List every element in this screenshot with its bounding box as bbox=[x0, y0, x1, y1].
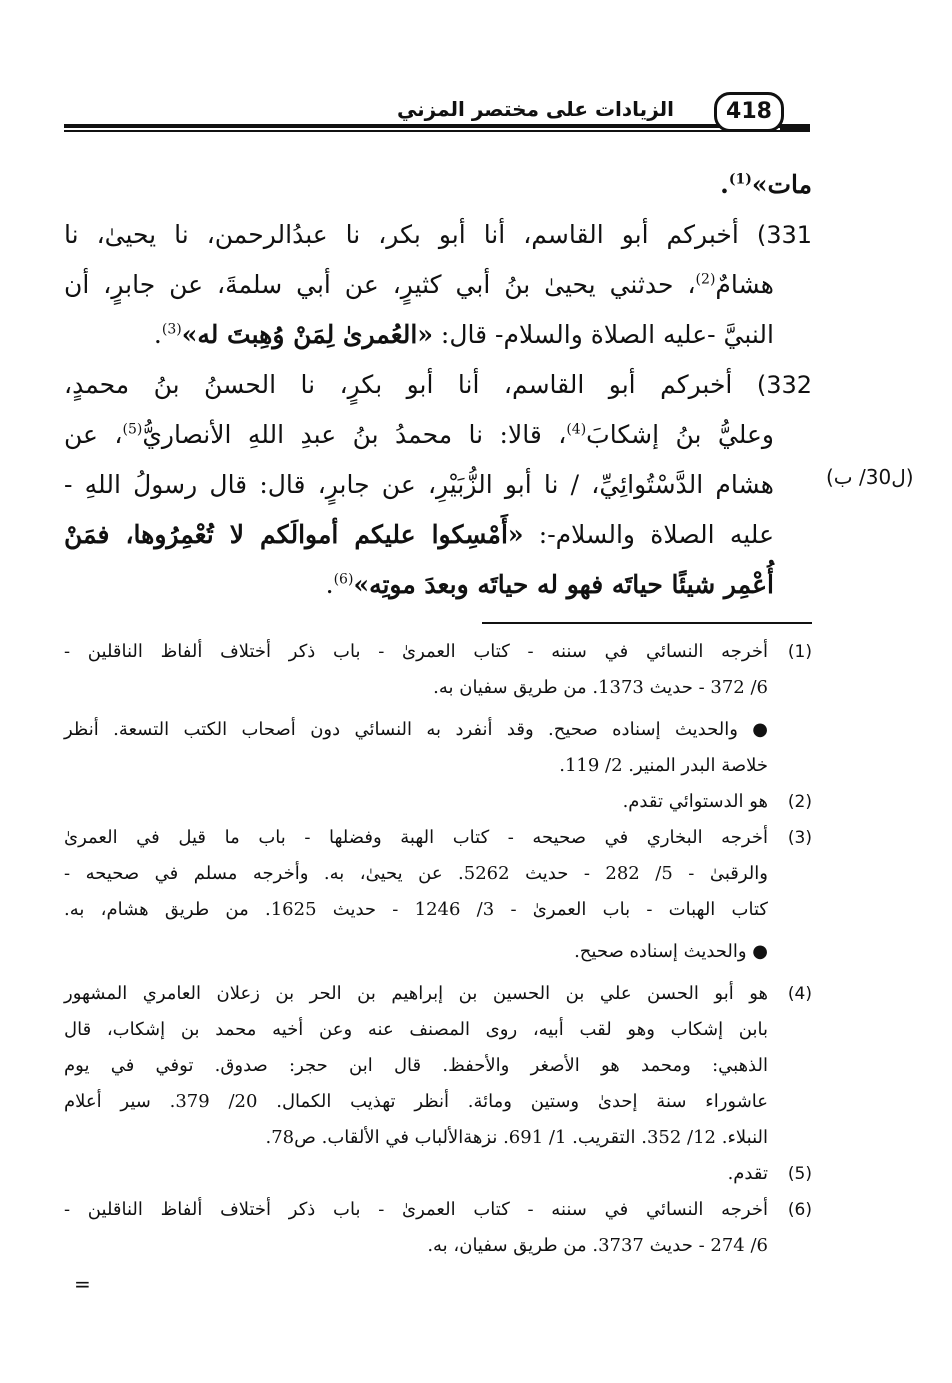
footnote-line: 6/ 372 - حديث 1373. من طريق سفيان به. bbox=[433, 677, 768, 698]
footnote-number: (6) bbox=[787, 1200, 812, 1220]
manuscript-folio-note: (ل30/ ب) bbox=[826, 465, 914, 489]
footnote-line: ● والحديث إسناده صحيح. bbox=[574, 941, 768, 962]
main-text bbox=[64, 160, 812, 610]
footnotes bbox=[64, 634, 812, 1264]
footnote-6: (6)أخرجه النسائي في سننه - كتاب العمرىٰ - باب ذكر أختلاف ألفاظ الناقلين - bbox=[64, 1192, 812, 1228]
footnote-separator bbox=[482, 622, 812, 624]
text-line: مات»$^{(1)}$. bbox=[720, 170, 812, 199]
footnote-line: خلاصة البدر المنير. 2/ 119. bbox=[559, 755, 768, 776]
footnote-number: (4) bbox=[787, 984, 812, 1004]
hadith-number: 331) bbox=[756, 221, 812, 249]
hadith-332-line-3: هشام الدَّسْتُوائِيِّ، / نا أبو الزُّبَيْرِ، عن جابرٍ، قال: قال رسولُ اللهِ - bbox=[64, 470, 774, 499]
hadith-332-line-5: أُعْمِر شيئًا حياتَه فهو له حياتَه وبعدَ موتِه»$^{(6)}$. bbox=[325, 570, 774, 599]
page-number: 418 bbox=[714, 92, 784, 132]
footnote-number: (1) bbox=[787, 642, 812, 662]
hadith-331-line-1: 331) أخبركم أبو القاسم، أنا أبو بكر، نا عبدُالرحمن، نا يحيىٰ، نا bbox=[64, 220, 812, 249]
footnote-line: والرقبىٰ - 5/ 282 - حديث 5262. عن يحيىٰ، به. وأخرجه مسلم في صحيحه - bbox=[64, 863, 768, 884]
footnote-line: ● والحديث إسناده صحيح. وقد أنفرد به النسائي دون أصحاب الكتب التسعة. أنظر bbox=[64, 719, 768, 740]
footnote-number: (2) bbox=[787, 792, 812, 812]
footnote-5: (5)تقدم. bbox=[64, 1156, 812, 1192]
footnote-line: عاشوراء سنة إحدىٰ وستين ومائة. أنظر تهذيب الكمال. 20/ 379. سير أعلام bbox=[64, 1091, 768, 1112]
footnote-2: (2)هو الدستوائي تقدم. bbox=[64, 784, 812, 820]
hadith-332-line-1: 332) أخبركم أبو القاسم، أنا أبو بكرٍ، نا الحسنُ بنُ محمدٍ، bbox=[64, 370, 812, 399]
header-rule-thin bbox=[64, 130, 810, 132]
footnote-line: 6/ 274 - حديث 3737. من طريق سفيان، به. bbox=[427, 1235, 768, 1256]
footnote-line: النبلاء. 12/ 352. التقريب. 1/ 691. نزهةالألباب في الألقاب. ص78. bbox=[265, 1127, 768, 1148]
hadith-331-line-3: النبيَّ -عليه الصلاة والسلام- قال: «العُمرىٰ لِمَنْ وُهِبتَ له»$^{(3)}$. bbox=[153, 320, 774, 349]
running-header bbox=[64, 96, 810, 136]
footnote-3: (3)أخرجه البخاري في صحيحه - كتاب الهبة وفضلها - باب ما قيل في العمرىٰ bbox=[64, 820, 812, 856]
footnote-number: (3) bbox=[787, 828, 812, 848]
footnote-line: كتاب الهبات - باب العمرىٰ - 3/ 1246 - حديث 1625. من طريق هشام، به. bbox=[64, 899, 768, 920]
footnote-line: الذهبي: ومحمد هو الأصغر والأحفظ. قال ابن حجر: صدوق. توفي في يوم bbox=[64, 1055, 768, 1076]
page-number-hook bbox=[780, 118, 810, 132]
hadith-332-line-4: عليه الصلاة والسلام-: «أَمْسِكوا عليكم أموالَكم لا تُعْمِرُوها، فمَنْ bbox=[64, 520, 774, 549]
footnote-4: (4)هو أبو الحسن علي بن الحسين بن إبراهيم بن الحر بن زعلان العامري المشهور bbox=[64, 976, 812, 1012]
hadith-number: 332) bbox=[756, 371, 812, 399]
hadith-331-line-2: هشامٌ$^{(2)}$، حدثني يحيىٰ بنُ أبي كثيرٍ، عن أبي سلمةَ، عن جابرٍ، أن bbox=[64, 270, 774, 299]
book-title: الزيادات على مختصر المزني bbox=[391, 96, 680, 122]
hadith-332-line-2: وعليُّ بنُ إشكابَ$^{(4)}$، قالا: نا محمدُ بنُ عبدِ اللهِ الأنصاريُّ$^{(5)}$، عن bbox=[64, 420, 774, 449]
footnote-number: (5) bbox=[787, 1164, 812, 1184]
footnote-line: بابن إشكاب وهو لقب أبيه، روى المصنف عنه وعن أخيه محمد بن إشكاب، قال bbox=[64, 1019, 768, 1040]
continuation-mark: = bbox=[74, 1272, 91, 1296]
header-rule-thick bbox=[64, 124, 810, 128]
footnote-1: (1)أخرجه النسائي في سننه - كتاب العمرىٰ - باب ذكر أختلاف ألفاظ الناقلين - bbox=[64, 634, 812, 670]
